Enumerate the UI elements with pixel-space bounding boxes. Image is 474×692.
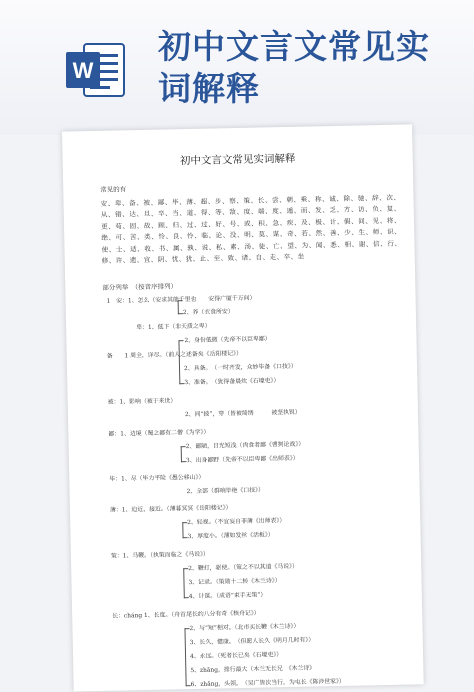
entry-line: 1 安：1、怎么（安求其能千里也 安得广厦千万间） [106,295,256,305]
common-words-paragraph: 安、卑、备、被、鄙、毕、薄、超、步、察、策、长、尝、朝、乘、称、诚、除、驰、辞、次、从、错、达、旦、卒、当、道、得、等、敌、度、端、度、遁、而、发、乏、方、访、负、复、更、苟、固、故、顾、归、过、过、好、号、或、积、急、疾、及、极、计、假、间、见、将、绝、可、苦、类、怜、良、怜、临、论、没、明、莫、谋、奇、若、然、善、少、生、师、识、使、士、适、收、书、属、孰、说、私、素、汤、徒、亡、望、为、闻、悉、相、谢、信、行、修、许、遗、宜、阴、忧、犹、止、至、致、诸、自、走、卒、坐 [100,193,402,265]
entry-line: 3、出身鄙野（先帝不以臣卑鄙《出师表》） [185,455,299,465]
entry-line: 2、具备。 （一时齐发，众妙毕备《口技》） [183,363,297,373]
section-heading-common: 常见的有 [100,185,127,194]
entry-line: 2、鞭打，驱使。（策之不以其道《马说》） [188,563,299,573]
entry-line: 2、与“短”相对。（北市买长鞭《木兰诗》） [189,623,300,633]
entry-line: 被：1、影响（被于来世） [107,398,177,406]
entry-line: 长：cháng 1、长度。（舟首尾长约八分有奇《核舟记》） [112,610,260,620]
entry-line: 3、记录。（策勋十二转《木兰诗》） [188,578,281,587]
entry-list [65,289,423,689]
document-title: 初中文言文常见实词解释 [179,152,296,168]
entry-line: 3、准备。 （犹得备晨炊《石壕吏》） [184,378,280,387]
entry-line: 2、同“披”，穿（皆被绮绣 被坚执锐） [184,409,301,419]
entry-line: 毕：1、尽（毕力平险《愚公移山》） [109,474,205,483]
entry-line: 2、轻视。（不宜妄自菲薄《出师表》） [187,518,286,527]
document-page [62,124,424,691]
entry-line: 3、厚度小。（薄如发丝《活板》） [187,532,274,541]
word-icon [64,38,128,102]
section-heading-list: 部分列举 （按音序排列） [102,282,178,292]
entry-line: 5、zhǎng，排行最大（木兰无长兄 《木兰诗》 [190,665,316,675]
entry-line: 2、全部（群响毕绝《口技》） [186,487,265,496]
entry-line: 薄：1、迫近，接近。（薄暮冥冥《岳阳楼记》） [109,505,232,514]
entry-line: 备 1 周全，详尽。（前人之述备矣《岳阳楼记》） [106,350,243,360]
entry-line: 卑：1、低下（非天质之卑） [136,323,211,332]
svg-text:W: W [72,58,94,83]
entry-line: 策：1、马鞭。（执策而临之《马说》） [110,551,209,560]
entry-line: 3、长久，健康。 （但愿人长久《明月几时有》） [189,637,315,647]
entry-line: 2、鄙陋，目光短浅（肉食者鄙《曹刿论战》） [185,441,305,451]
entry-line: 6、zhǎng，头领。 （吴广皆次当行，为屯长《陈涉世家》） [190,678,345,689]
entry-line: 2、身份低微（先帝不以臣卑鄙） [184,336,271,345]
entry-line: 4、永远。（死者长已矣《石壕吏》） [190,652,283,661]
entry-line: 4、计谋。（成语“束手无策”） [188,592,267,601]
entry-line: 鄙：1、边境（蜀之鄙有二僧《为学》） [108,429,210,438]
entry-line: 2、养（衣食所安） [182,309,234,317]
banner-title: 初中文言文常见实词解释 [158,27,430,108]
